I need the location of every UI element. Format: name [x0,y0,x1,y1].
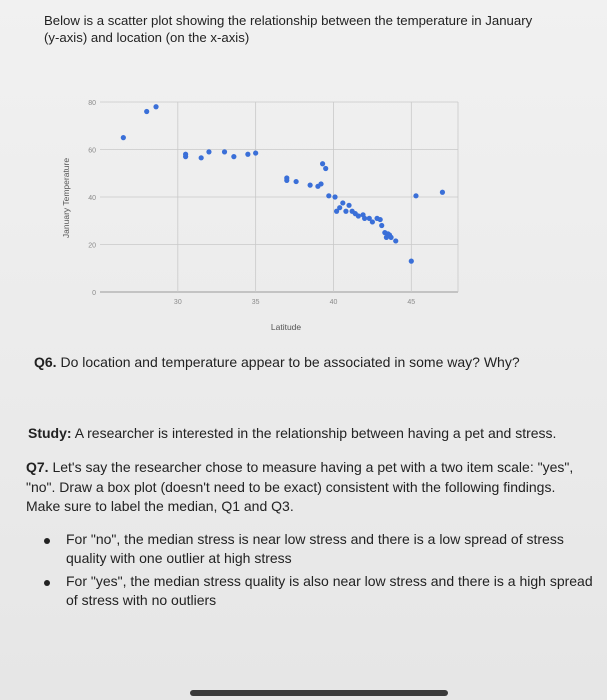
finding-yes [40,572,600,610]
chart-ticks [88,100,415,306]
data-point [231,154,236,159]
data-point [199,155,204,160]
data-point [320,161,325,166]
x-tick-label: 30 [173,299,182,306]
data-point [144,109,149,114]
data-point [253,150,258,155]
study-label: Study: [28,425,72,441]
chart-points [121,104,445,264]
data-point [346,203,351,208]
scatter-plot [0,0,607,345]
intro-line-2: (y-axis) and location (on the x-axis) [44,30,250,45]
data-point [393,238,398,243]
study-description [28,424,588,443]
q6-text: Do location and temperature appear to be associated in some way? Why? [60,354,520,370]
data-point [323,166,328,171]
q7-text: Let's say the researcher chose to measure having a pet with a two item scale: "yes", "no". Draw a box plot (doesn't need to be exact) consistent with the following findings. Make sure to label the median, Q1 and Q3. [26,459,574,514]
x-axis-label: Latitude [270,322,302,332]
finding-yes-text: For "yes", the median stress quality is also near low stress and there is a high spread of stress with no outliers [66,573,593,608]
findings-list [40,530,600,614]
data-point [245,152,250,157]
data-point [294,179,299,184]
data-point [326,193,331,198]
data-point [284,175,289,180]
data-point [340,200,345,205]
study-text: A researcher is interested in the relationship between having a pet and stress. [74,425,557,441]
intro-line-1: Below is a scatter plot showing the relationship between the temperature in January [44,13,533,28]
data-point [121,135,126,140]
data-point [378,217,383,222]
data-point [206,149,211,154]
y-tick-label: 60 [88,147,96,155]
data-point [308,183,313,188]
data-point [332,194,337,199]
finding-no-text: For "no", the median stress is near low stress and there is a low spread of stress quality with one outlier at high stress [66,531,564,566]
q7-label: Q7. [26,459,49,475]
data-point [337,205,342,210]
bullet-icon [44,538,50,544]
data-point [379,223,384,228]
data-point [222,149,227,154]
data-point [356,213,361,218]
q6-label: Q6. [34,354,57,370]
y-axis-label: January Temperature [61,157,71,239]
bullet-icon [44,580,50,586]
home-indicator[interactable] [190,690,448,696]
x-tick-label: 35 [251,299,260,306]
data-point [388,235,393,240]
data-point [409,259,414,264]
data-point [370,219,375,224]
x-tick-label: 40 [329,299,338,306]
finding-no [40,530,600,568]
data-point [343,209,348,214]
data-point [318,181,323,186]
x-tick-label: 45 [407,299,416,306]
question-6 [34,353,574,372]
data-point [362,216,367,221]
data-point [153,104,158,109]
y-tick-label: 40 [88,195,96,202]
chart-grid [100,102,458,292]
data-point [413,193,418,198]
y-tick-label: 0 [92,290,96,297]
y-tick-label: 80 [88,100,96,107]
data-point [183,154,188,159]
question-7 [26,458,576,517]
data-point [440,190,445,195]
y-tick-label: 20 [88,242,96,250]
